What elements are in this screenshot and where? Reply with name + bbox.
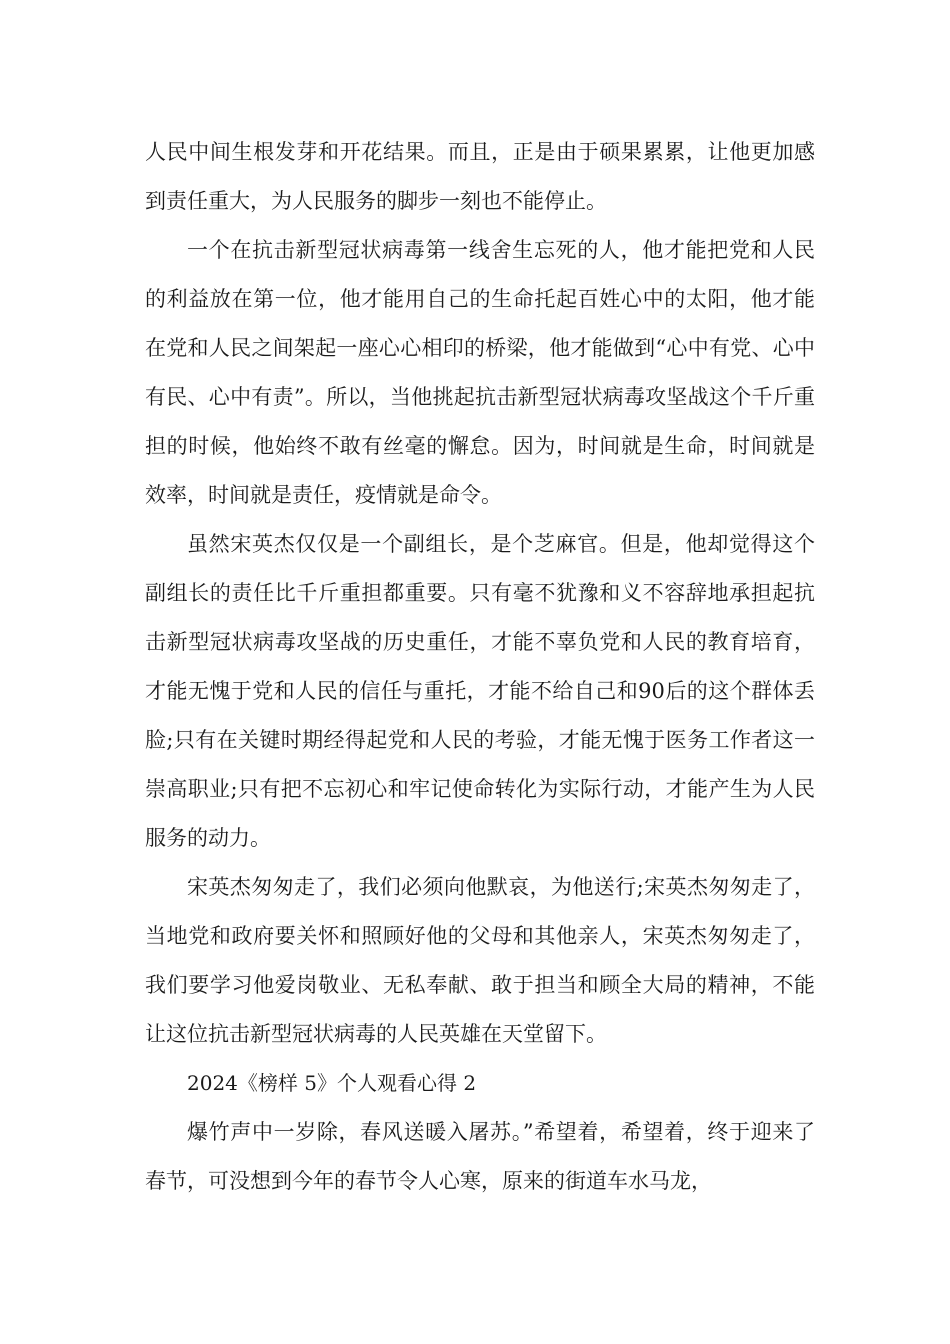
paragraph-spring-festival: 爆竹声中一岁除，春风送暖入屠苏。”希望着，希望着，终于迎来了春节，可没想到今年的春节令人心寒，原来的街道车水马龙， [145,1120,815,1193]
paragraph-deputy-leader: 虽然宋英杰仅仅是一个副组长，是个芝麻官。但是，他却觉得这个副组长的责任比千斤重担都重要。只有毫不犹豫和义不容辞地承担起抗击新型冠状病毒攻坚战的历史重任，才能不辜负党和人民的教育培育，才能无愧于党和人民的信任与重托，才能不给自己和90后的这个群体丢脸;只有在关键时期经得起党和人民的考验，才能无愧于医务工作者这一崇高职业;只有把不忘初心和牢记使命转化为实际行动，才能产生为人民服务的动力。 [145,532,815,850]
section-heading: 2024《榜样 5》个人观看心得 2 [187,1071,477,1095]
paragraph-farewell: 宋英杰匆匆走了，我们必须向他默哀，为他送行;宋英杰匆匆走了，当地党和政府要关怀和照顾好他的父母和其他亲人，宋英杰匆匆走了，我们要学习他爱岗敬业、无私奉献、敢于担当和顾全大局的精神，不能让这位抗击新型冠状病毒的人民英雄在天堂留下。 [145,875,815,1046]
paragraph-frontline: 一个在抗击新型冠状病毒第一线舍生忘死的人，他才能把党和人民的利益放在第一位，他才能用自己的生命托起百姓心中的太阳，他才能在党和人民之间架起一座心心相印的桥梁，他才能做到“心中有党、心中有民、心中有责”。所以，当他挑起抗击新型冠状病毒攻坚战这个千斤重担的时候，他始终不敢有丝毫的懈怠。因为，时间就是生命，时间就是效率，时间就是责任，疫情就是命令。 [145,238,815,507]
document-body [145,128,815,1206]
paragraph-continued: 人民中间生根发芽和开花结果。而且，正是由于硕果累累，让他更加感到责任重大，为人民服务的脚步一刻也不能停止。 [145,140,815,213]
